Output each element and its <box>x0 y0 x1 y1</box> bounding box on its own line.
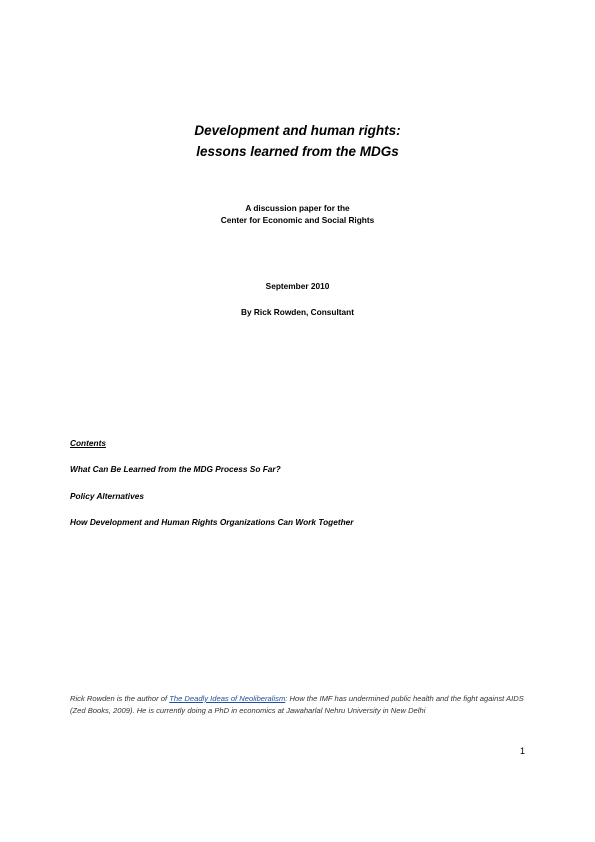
subtitle-line-1: A discussion paper for the <box>245 203 350 213</box>
footnote-prefix: Rick Rowden is the author of <box>70 694 170 703</box>
publication-date: September 2010 <box>265 281 330 291</box>
contents-item: What Can Be Learned from the MDG Process So Far? <box>70 464 281 474</box>
contents-heading: Contents <box>70 438 106 448</box>
subtitle-line-2: Center for Economic and Social Rights <box>220 215 375 225</box>
author-byline: By Rick Rowden, Consultant <box>241 307 354 317</box>
contents-item: Policy Alternatives <box>70 491 144 501</box>
footnote-suffix: : How the IMF has undermined public health and the fight against AIDS (Zed Books, 2009). He is currently doing a PhD in economics at Jawaharlal Nehru University in New Delhi <box>70 694 524 715</box>
contents-item: How Development and Human Rights Organizations Can Work Together <box>70 517 354 527</box>
author-footnote <box>70 693 530 716</box>
document-title-line-2: lessons learned from the MDGs <box>196 144 399 159</box>
book-title-link[interactable]: The Deadly Ideas of Neoliberalism <box>169 694 286 703</box>
page-number: 1 <box>519 746 525 756</box>
document-title-line-1: Development and human rights: <box>194 123 401 138</box>
